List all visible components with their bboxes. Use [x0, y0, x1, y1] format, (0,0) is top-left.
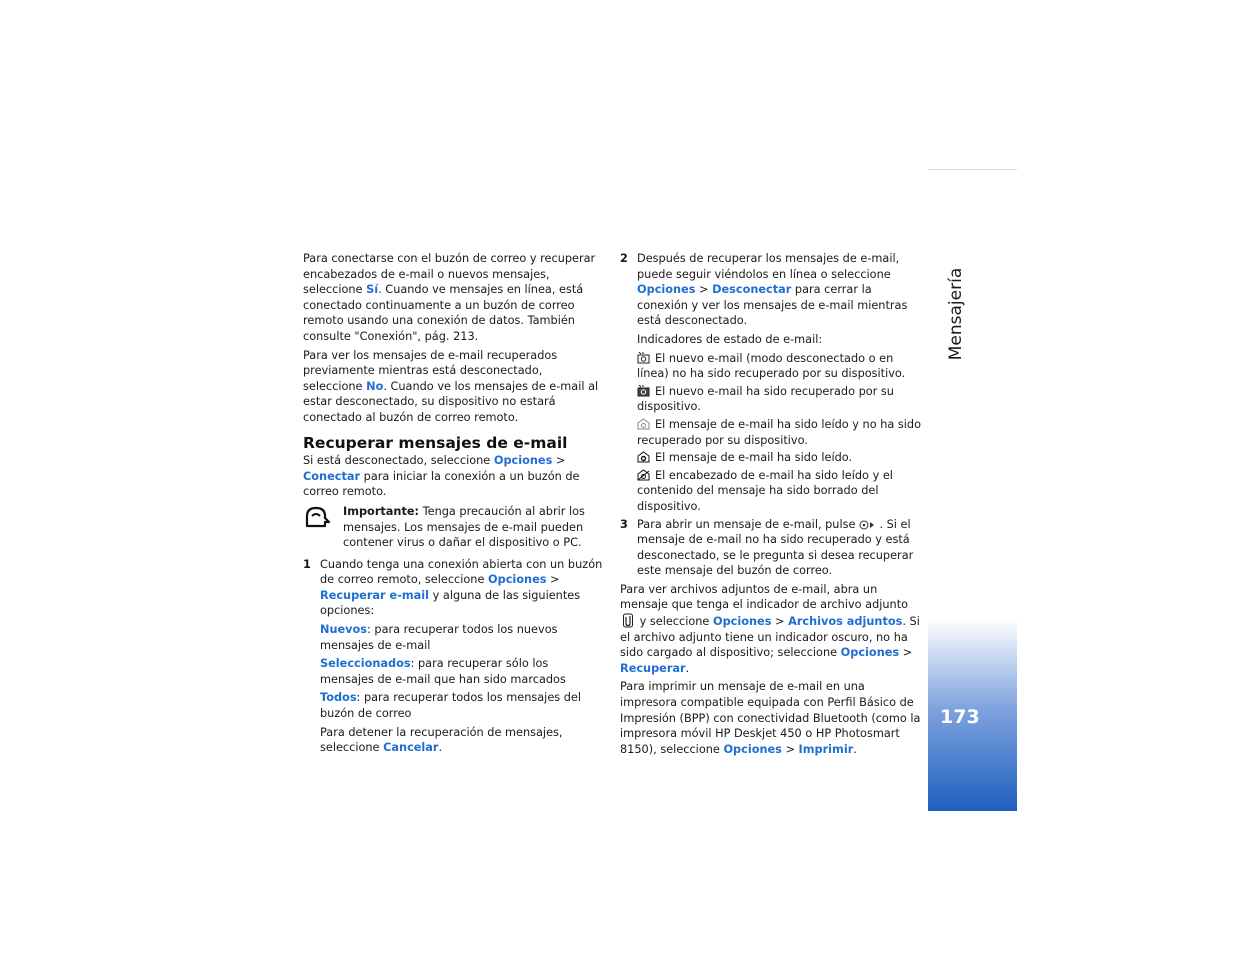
read-email-unretrieved-icon — [637, 418, 650, 430]
paragraph-print: Para imprimir un mensaje de e-mail en una impresora compatible equipada con Perfil Básico de Impresión (BPP) con conectividad Bluetooth (como la impresora móvil HP Deskjet 450 o HP Photosmart 8150), seleccione Opciones > Imprimir. — [620, 680, 921, 756]
paragraph-disconnected: Si está desconectado, seleccione Opciones > Conectar para iniciar la conexión a un buzón de correo remoto. — [303, 454, 580, 499]
key-no: No — [366, 379, 384, 393]
important-note: Importante: Tenga precaución al abrir los mensajes. Los mensajes de e-mail pueden contener virus o dañar el dispositivo o PC. — [303, 504, 603, 551]
paperclip-icon — [622, 613, 634, 628]
step-1: 1 Cuando tenga una conexión abierta con un buzón de correo remoto, seleccione Opciones > Recuperar e-mail y alguna de las siguientes opciones: — [303, 557, 603, 618]
paragraph-offline: Para ver los mensajes de e-mail recuperados previamente mientras está desconectado, seleccione No. Cuando ve los mensajes de e-mail al estar desconectado, su dispositivo no estará conectado al buzón de correo remoto. — [303, 348, 599, 424]
step-number: 1 — [303, 557, 311, 571]
indicator-new-not-retrieved: El nuevo e-mail (modo desconectado o en línea) no ha sido recuperado por su dispositivo. — [637, 351, 906, 381]
indicator-new-retrieved: El nuevo e-mail ha sido recuperado por su dispositivo. — [637, 384, 894, 414]
right-column — [620, 251, 922, 760]
left-column — [303, 251, 603, 759]
indicators-title: Indicadores de estado de e-mail: — [637, 332, 823, 346]
new-email-retrieved-icon — [637, 385, 650, 397]
key-recuperar-email: Recuperar e-mail — [320, 588, 430, 602]
option-nuevos: Nuevos: para recuperar todos los nuevos mensajes de e-mail — [320, 623, 558, 652]
key-opciones: Opciones — [493, 454, 553, 468]
section-heading: Recuperar mensajes de e-mail — [303, 433, 568, 452]
paragraph-connect: Para conectarse con el buzón de correo y recuperar encabezados de e-mail o nuevos mensajes, seleccione Sí. Cuando ve mensajes en línea, está conectado continuamente a un buzón de correo remoto usando una conexión de datos. También consulte "Conexión", pág. 213. — [303, 252, 596, 343]
header-read-deleted-icon — [637, 469, 650, 481]
key-cancelar: Cancelar — [383, 741, 439, 755]
paragraph-cancel: Para detener la recuperación de mensajes, seleccione Cancelar. — [320, 725, 563, 755]
step-2: 2 Después de recuperar los mensajes de e-mail, puede seguir viéndolos en línea o seleccione Opciones > Desconectar para cerrar la conexión y ver los mensajes de e-mail mientras está desconectado. — [620, 252, 908, 328]
key-opciones: Opciones — [637, 283, 696, 297]
paragraph-attachments: Para ver archivos adjuntos de e-mail, abra un mensaje que tenga el indicador de archivo adjunto y seleccione Opciones > Archivos adjuntos. Si el archivo adjunto tiene un indicador oscuro, no ha sido cargado al dispositivo; seleccione Opciones > Recuperar. — [620, 582, 920, 675]
section-title: Mensajería — [946, 267, 966, 361]
indicator-header-read-deleted: El encabezado de e-mail ha sido leído y el contenido del mensaje ha sido borrado del dispositivo. — [637, 468, 893, 513]
indicator-read-not-retrieved: El mensaje de e-mail ha sido leído y no ha sido recuperado por su dispositivo. — [637, 417, 921, 447]
key-desconectar: Desconectar — [712, 283, 792, 297]
option-todos: Todos: para recuperar todos los mensajes del buzón de correo — [320, 691, 582, 721]
option-seleccionados: Seleccionados: para recuperar sólo los mensajes de e-mail que han sido marcados — [320, 657, 566, 686]
joystick-press-icon — [857, 519, 877, 531]
new-email-unretrieved-icon — [637, 352, 650, 364]
indicator-read: El mensaje de e-mail ha sido leído. — [620, 450, 922, 466]
step-number: 2 — [620, 252, 628, 265]
read-email-icon — [637, 451, 650, 463]
step-3: 3 Para abrir un mensaje de e-mail, pulse . Si el mensaje de e-mail no ha sido recuperado y está desconectado, se le pregunta si desea recuperar este mensaje del buzón de correo. — [620, 517, 914, 578]
key-opciones: Opciones — [488, 573, 547, 587]
section-side-tab — [928, 169, 1017, 811]
page-number: 173 — [940, 706, 980, 728]
key-conectar: Conectar — [303, 469, 361, 483]
warning-hand-icon — [303, 504, 331, 530]
step-number: 3 — [620, 517, 628, 531]
key-si: Sí — [366, 283, 379, 297]
